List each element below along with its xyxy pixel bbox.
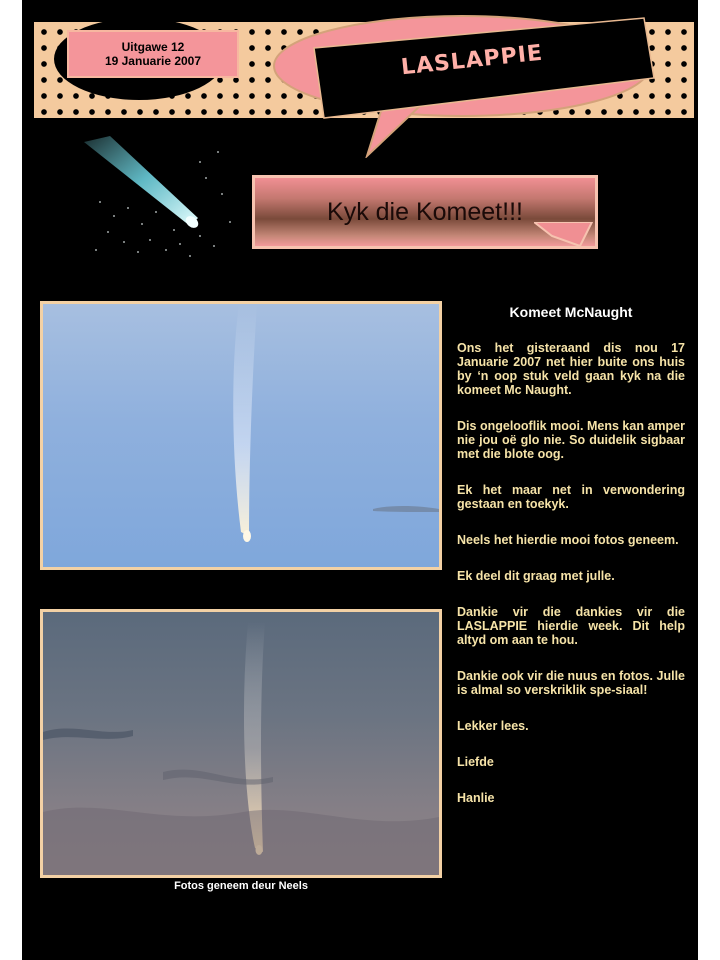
comet-tail-top [43, 304, 439, 567]
article-signature: Hanlie [457, 791, 495, 805]
article-paragraph: Dankie vir die dankies vir die LASLAPPIE hierdie week. Dit help altyd om aan te hou. [457, 605, 685, 647]
article-title: Komeet McNaught [509, 304, 633, 320]
newsletter-title: LASLAPPIE [399, 40, 545, 80]
article-paragraph: Ek het maar net in verwondering gestaan en toekyk. [457, 483, 685, 511]
article-paragraph: Neels het hierdie mooi fotos geneem. [457, 533, 679, 547]
issue-date: 19 Januarie 2007 [104, 54, 202, 68]
comet-illustration [80, 132, 240, 262]
article-paragraph: Lekker lees. [457, 719, 529, 733]
article-paragraph: Ek deel dit graag met julle. [457, 569, 615, 583]
headline-page-curl [534, 222, 594, 248]
article [457, 305, 685, 811]
article-paragraph: Dankie ook vir die nuus en fotos. Julle is almal so verskriklik spe-siaal! [457, 669, 685, 697]
article-paragraph: Ons het gisteraand dis nou 17 Januarie 2007 net hier buite ons huis by ‘n oop stuk veld gaan kyk na die komeet Mc Naught. [457, 341, 685, 397]
issue-number: Uitgawe 12 [121, 40, 185, 54]
newsletter-page [22, 0, 698, 960]
photo-caption: Fotos geneem deur Neels [174, 880, 308, 892]
comet-photo-top [40, 301, 442, 570]
headline-text: Kyk die Komeet!!! [327, 197, 523, 226]
article-paragraph: Dis ongelooflik mooi. Mens kan amper nie jou oë glo nie. So duidelik sigbaar met die blote oog. [457, 419, 685, 461]
comet-tail-bottom [43, 612, 439, 875]
comet-photo-bottom [40, 609, 442, 878]
article-closing: Liefde [457, 755, 494, 769]
issue-box [67, 30, 239, 78]
